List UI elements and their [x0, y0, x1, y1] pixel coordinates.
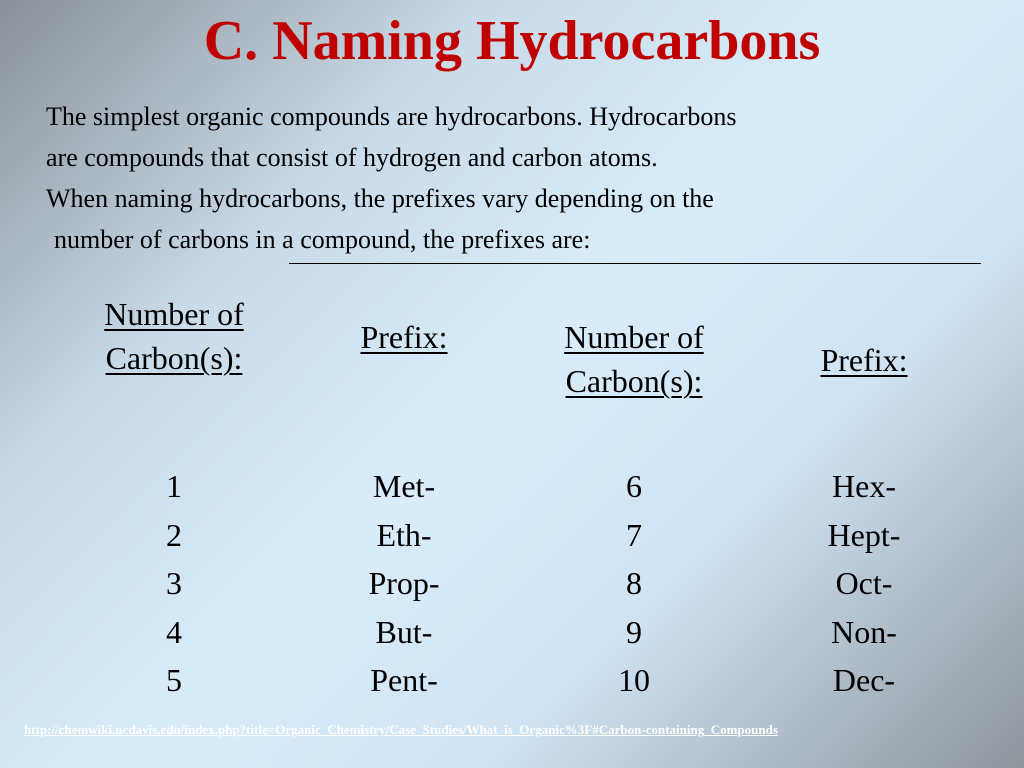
intro-line: number of carbons in a compound, the prefixes are:	[54, 225, 591, 254]
table-cell: Eth-	[376, 516, 432, 553]
source-link[interactable]: http://chemwiki.ucdavis.edu/index.php?title=Organic_Chemistry/Case_Studies/What_is_Organic%3F#Carbon-containing_Compounds	[24, 722, 778, 737]
carbon-count-column-1	[54, 462, 294, 705]
table-cell: Non-	[831, 613, 897, 650]
table-cell: Hept-	[827, 516, 901, 553]
prefix-column-2	[754, 462, 974, 705]
table-cell: 7	[626, 516, 642, 553]
table-cell: 1	[166, 468, 182, 504]
table-cell: 9	[626, 613, 642, 650]
header-prefix-1	[294, 315, 514, 359]
table-cell: 5	[166, 662, 182, 698]
intro-paragraph	[46, 96, 1006, 260]
header-carbon-count-1	[54, 292, 294, 380]
carbon-count-column-2	[514, 462, 754, 705]
table-cell: 4	[166, 613, 182, 650]
header-text: Carbon(s):	[565, 363, 703, 399]
intro-line: The simplest organic compounds are hydrocarbons. Hydrocarbons	[46, 102, 737, 131]
table-cell: 6	[626, 468, 642, 504]
table-cell: Oct-	[835, 565, 893, 601]
header-text: Number of	[104, 296, 244, 332]
table-cell: Hex-	[832, 468, 896, 504]
table-cell: 8	[626, 565, 642, 601]
table-cell: Met-	[372, 468, 436, 504]
table-cell: 3	[166, 565, 182, 601]
header-text: Prefix:	[360, 319, 448, 355]
table-cell: Prop-	[368, 565, 440, 601]
table-cell: Pent-	[370, 662, 438, 698]
slide-title: C. Naming Hydrocarbons	[203, 10, 821, 72]
table-cell: 10	[618, 662, 650, 698]
table-cell: But-	[375, 613, 433, 650]
table-cell: Dec-	[832, 662, 896, 698]
intro-line: are compounds that consist of hydrogen and carbon atoms.	[46, 143, 658, 172]
prefix-column-1	[294, 462, 514, 705]
header-prefix-2	[754, 338, 974, 382]
header-carbon-count-2	[514, 315, 754, 403]
intro-line: When naming hydrocarbons, the prefixes vary depending on the	[46, 184, 714, 213]
header-text: Number of	[564, 319, 704, 355]
table-cell: 2	[166, 516, 182, 553]
header-text: Carbon(s):	[105, 340, 243, 376]
divider-line	[289, 263, 981, 264]
header-text: Prefix:	[820, 342, 908, 378]
